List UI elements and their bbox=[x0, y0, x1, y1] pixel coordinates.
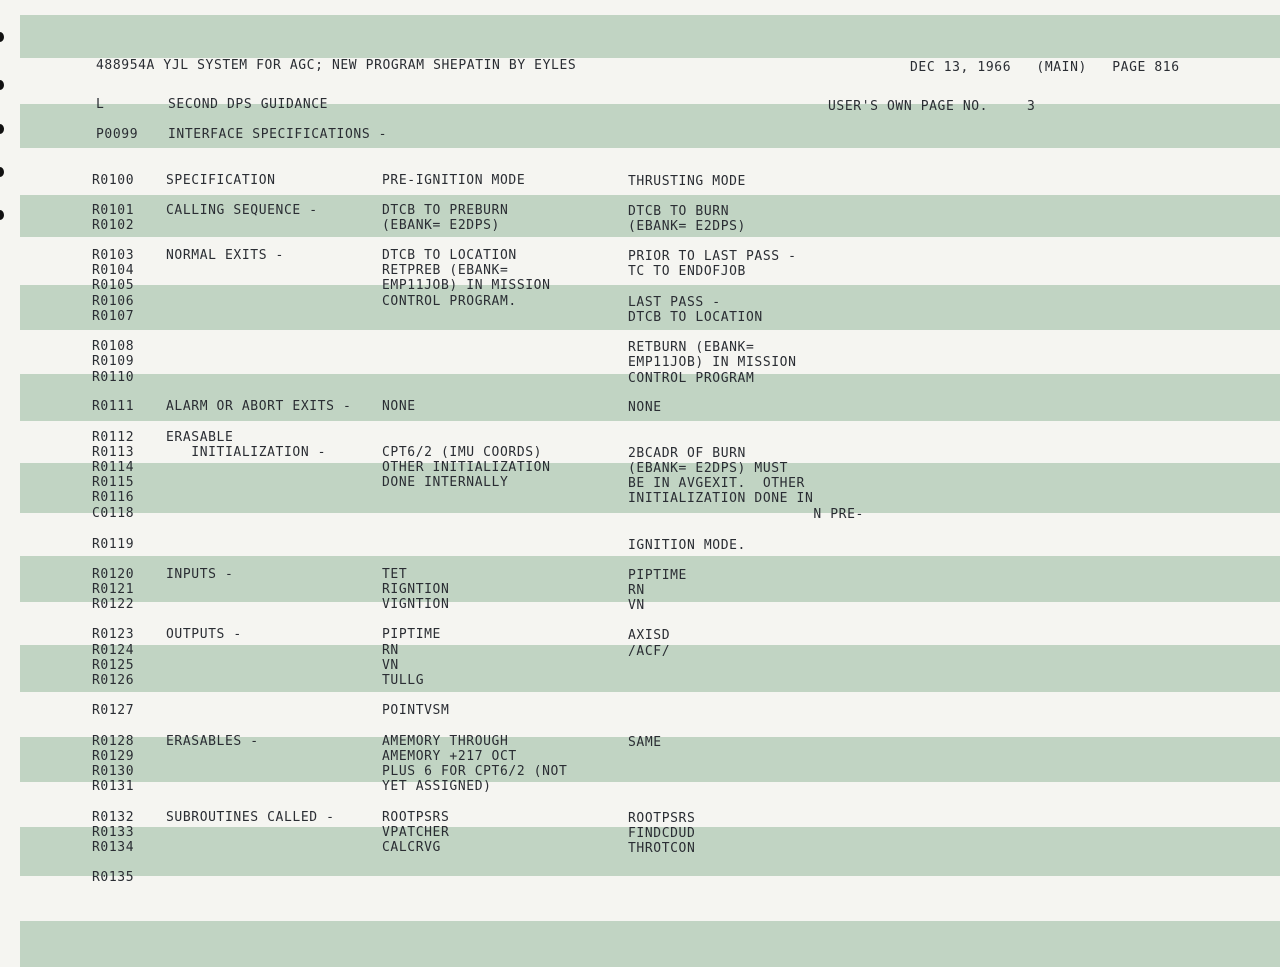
thrusting-text: N PRE- bbox=[628, 507, 864, 522]
thrusting-text: DTCB TO LOCATION bbox=[628, 310, 763, 325]
binder-hole bbox=[0, 210, 4, 220]
user-page-number: 3 bbox=[1027, 99, 1036, 114]
thrusting-text: CONTROL PROGRAM bbox=[628, 371, 755, 386]
line-id: R0123 bbox=[92, 627, 135, 642]
thrusting-text: RN bbox=[628, 583, 645, 598]
line-id: R0115 bbox=[92, 475, 135, 490]
thrusting-text: (EBANK= E2DPS) bbox=[628, 219, 746, 234]
thrusting-text: AXISD bbox=[628, 628, 671, 643]
section-heading-text: INTERFACE SPECIFICATIONS - bbox=[168, 127, 388, 142]
pre-ignition-text: TET bbox=[382, 567, 408, 582]
log-section-marker: L bbox=[96, 97, 105, 112]
line-id: R0101 bbox=[92, 203, 135, 218]
line-id: R0124 bbox=[92, 643, 135, 658]
pre-ignition-text: VN bbox=[382, 658, 399, 673]
line-id: R0126 bbox=[92, 673, 135, 688]
pre-ignition-text: ROOTPSRS bbox=[382, 810, 450, 825]
listing-header-date-page: DEC 13, 1966 (MAIN) PAGE 816 bbox=[910, 60, 1180, 75]
specification-text: ALARM OR ABORT EXITS - bbox=[166, 399, 352, 414]
binder-hole bbox=[0, 32, 4, 42]
line-id: R0113 bbox=[92, 445, 135, 460]
binder-hole bbox=[0, 124, 4, 134]
line-id: R0131 bbox=[92, 779, 135, 794]
thrusting-text: IGNITION MODE. bbox=[628, 538, 746, 553]
line-id: R0106 bbox=[92, 294, 135, 309]
specification-text: CALLING SEQUENCE - bbox=[166, 203, 318, 218]
line-id: C0118 bbox=[92, 506, 135, 521]
line-id: R0134 bbox=[92, 840, 135, 855]
line-id: R0108 bbox=[92, 339, 135, 354]
line-id: R0135 bbox=[92, 870, 135, 885]
line-id: R0102 bbox=[92, 218, 135, 233]
pre-ignition-text: PRE-IGNITION MODE bbox=[382, 173, 526, 188]
pre-ignition-text: NONE bbox=[382, 399, 416, 414]
line-id: R0104 bbox=[92, 263, 135, 278]
pre-ignition-text: AMEMORY THROUGH bbox=[382, 734, 509, 749]
line-id: R0103 bbox=[92, 248, 135, 263]
line-id: R0112 bbox=[92, 430, 135, 445]
line-id: R0109 bbox=[92, 354, 135, 369]
specification-text: ERASABLE bbox=[166, 430, 234, 445]
binder-hole bbox=[0, 80, 4, 90]
section-heading-id: P0099 bbox=[96, 127, 139, 142]
line-id: R0105 bbox=[92, 278, 135, 293]
specification-text: ERASABLES - bbox=[166, 734, 259, 749]
thrusting-text: PRIOR TO LAST PASS - bbox=[628, 249, 797, 264]
listing-header-title: 488954A YJL SYSTEM FOR AGC; NEW PROGRAM SHEPATIN BY EYLES bbox=[96, 58, 577, 73]
specification-text: INPUTS - bbox=[166, 567, 234, 582]
pre-ignition-text: (EBANK= E2DPS) bbox=[382, 218, 500, 233]
specification-text: SPECIFICATION bbox=[166, 173, 276, 188]
thrusting-text: DTCB TO BURN bbox=[628, 204, 730, 219]
line-id: R0114 bbox=[92, 460, 135, 475]
pre-ignition-text: RIGNTION bbox=[382, 582, 450, 597]
greenbar-band bbox=[20, 15, 1280, 58]
pre-ignition-text: RETPREB (EBANK= bbox=[382, 263, 509, 278]
pre-ignition-text: DONE INTERNALLY bbox=[382, 475, 509, 490]
pre-ignition-text: CALCRVG bbox=[382, 840, 441, 855]
binder-hole bbox=[0, 167, 4, 177]
thrusting-text: VN bbox=[628, 598, 645, 613]
specification-text: OUTPUTS - bbox=[166, 627, 242, 642]
pre-ignition-text: OTHER INITIALIZATION bbox=[382, 460, 551, 475]
thrusting-text: BE IN AVGEXIT. OTHER bbox=[628, 476, 805, 491]
thrusting-text: SAME bbox=[628, 735, 662, 750]
specification-text: INITIALIZATION - bbox=[166, 445, 327, 460]
line-id: R0129 bbox=[92, 749, 135, 764]
pre-ignition-text: DTCB TO LOCATION bbox=[382, 248, 517, 263]
thrusting-text: FINDCDUD bbox=[628, 826, 696, 841]
line-id: R0110 bbox=[92, 370, 135, 385]
thrusting-text: TC TO ENDOFJOB bbox=[628, 264, 746, 279]
line-id: R0125 bbox=[92, 658, 135, 673]
specification-text: NORMAL EXITS - bbox=[166, 248, 284, 263]
pre-ignition-text: DTCB TO PREBURN bbox=[382, 203, 509, 218]
line-id: R0132 bbox=[92, 810, 135, 825]
line-id: R0130 bbox=[92, 764, 135, 779]
thrusting-text: EMP11JOB) IN MISSION bbox=[628, 355, 797, 370]
line-id: R0111 bbox=[92, 399, 135, 414]
pre-ignition-text: PLUS 6 FOR CPT6/2 (NOT bbox=[382, 764, 568, 779]
thrusting-text: ROOTPSRS bbox=[628, 811, 696, 826]
thrusting-text: 2BCADR OF BURN bbox=[628, 446, 746, 461]
thrusting-text: THRUSTING MODE bbox=[628, 174, 746, 189]
pre-ignition-text: CONTROL PROGRAM. bbox=[382, 294, 517, 309]
user-page-label: USER'S OWN PAGE NO. bbox=[828, 99, 989, 114]
pre-ignition-text: PIPTIME bbox=[382, 627, 441, 642]
pre-ignition-text: VIGNTION bbox=[382, 597, 450, 612]
pre-ignition-text: TULLG bbox=[382, 673, 425, 688]
line-id: R0121 bbox=[92, 582, 135, 597]
pre-ignition-text: YET ASSIGNED) bbox=[382, 779, 492, 794]
pre-ignition-text: RN bbox=[382, 643, 399, 658]
thrusting-text: (EBANK= E2DPS) MUST bbox=[628, 461, 789, 476]
pre-ignition-text: CPT6/2 (IMU COORDS) bbox=[382, 445, 543, 460]
thrusting-text: INITIALIZATION DONE IN bbox=[628, 491, 814, 506]
line-id: R0100 bbox=[92, 173, 135, 188]
pre-ignition-text: AMEMORY +217 OCT bbox=[382, 749, 517, 764]
line-id: R0127 bbox=[92, 703, 135, 718]
pre-ignition-text: EMP11JOB) IN MISSION bbox=[382, 278, 551, 293]
line-id: R0128 bbox=[92, 734, 135, 749]
line-id: R0116 bbox=[92, 490, 135, 505]
pre-ignition-text: POINTVSM bbox=[382, 703, 450, 718]
greenbar-band bbox=[20, 921, 1280, 967]
thrusting-text: PIPTIME bbox=[628, 568, 687, 583]
line-id: R0122 bbox=[92, 597, 135, 612]
log-section-title: SECOND DPS GUIDANCE bbox=[168, 97, 329, 112]
line-id: R0119 bbox=[92, 537, 135, 552]
thrusting-text: RETBURN (EBANK= bbox=[628, 340, 755, 355]
line-id: R0120 bbox=[92, 567, 135, 582]
thrusting-text: NONE bbox=[628, 400, 662, 415]
thrusting-text: THROTCON bbox=[628, 841, 696, 856]
line-id: R0133 bbox=[92, 825, 135, 840]
specification-text: SUBROUTINES CALLED - bbox=[166, 810, 335, 825]
thrusting-text: LAST PASS - bbox=[628, 295, 721, 310]
thrusting-text: /ACF/ bbox=[628, 644, 671, 659]
line-id: R0107 bbox=[92, 309, 135, 324]
pre-ignition-text: VPATCHER bbox=[382, 825, 450, 840]
